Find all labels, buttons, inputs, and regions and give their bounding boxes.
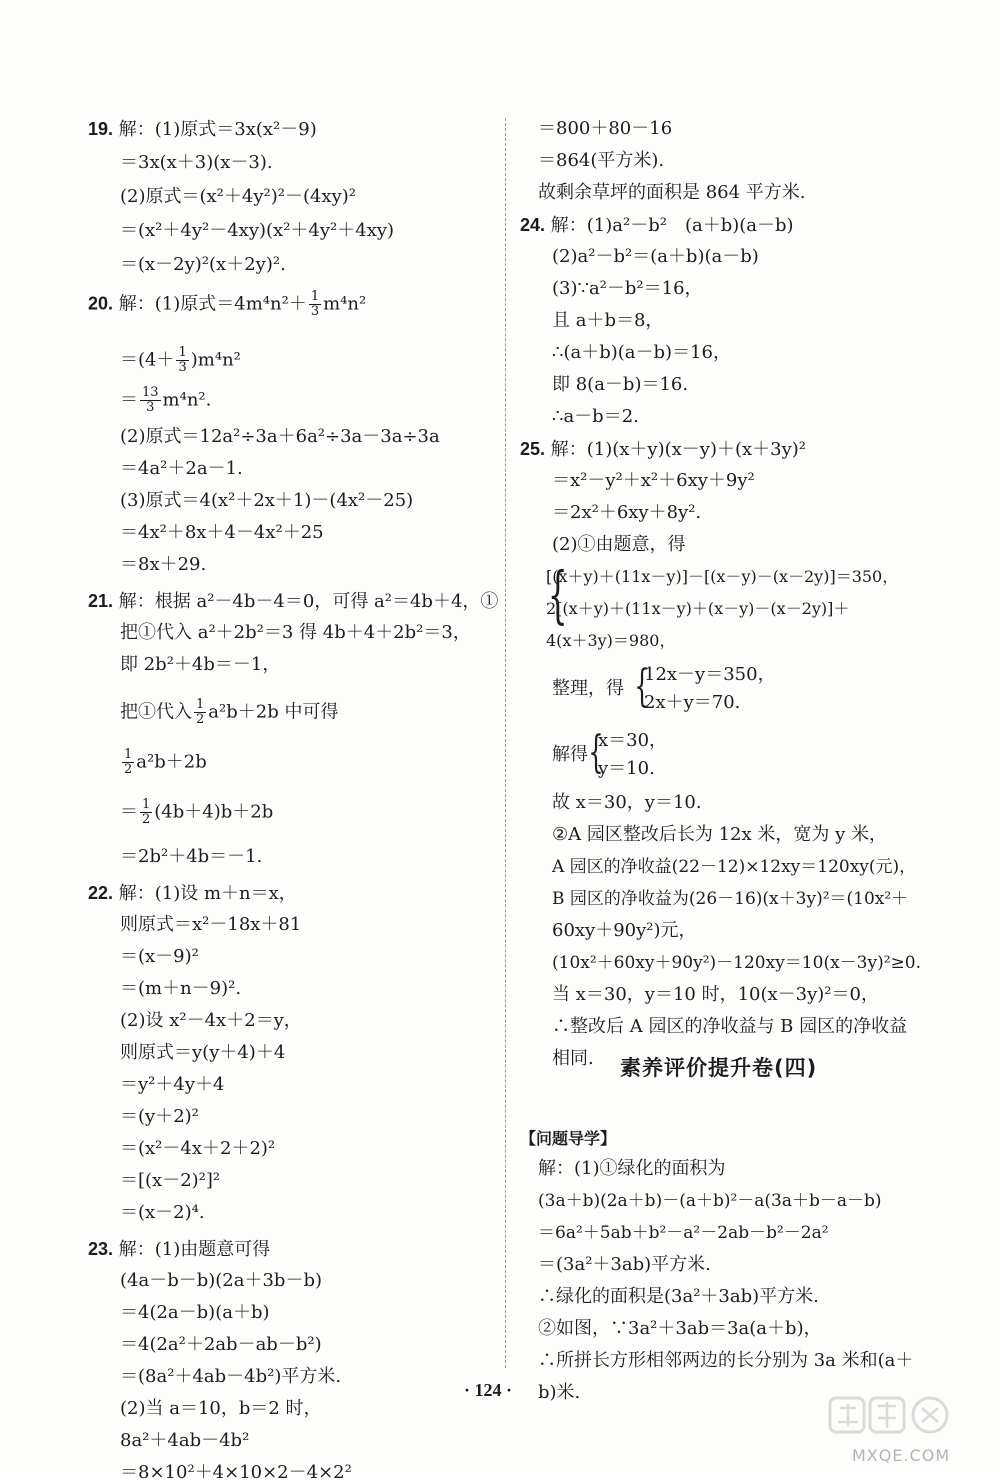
problem-23-line-5: ＝(8a²＋4ab－4b²)平方米. (120, 1366, 342, 1387)
problem-22-line-1: 22. 解：(1)设 m＋n＝x， (88, 883, 297, 904)
problem-24-line-4: 且 a＋b＝8， (552, 310, 664, 331)
problem-22-line-4: ＝(m＋n－9)². (120, 978, 242, 999)
problem-25-line-9-label: 解得 (552, 744, 588, 765)
guide-line-6: ②如图，∵3a²＋3ab＝3a(a＋b)， (538, 1318, 822, 1339)
problem-25-line-15: (10x²＋60xy＋90y²)－120xy＝10(x－3y)²≥0. (552, 953, 921, 973)
problem-25-line-8-label: 整理，得 (552, 678, 624, 699)
problem-25-line-2: ＝x²－y²＋x²＋6xy＋9y² (552, 470, 755, 491)
problem-19-line-5: ＝(x－2y)²(x＋2y)². (120, 254, 286, 275)
problem-22-line-3: ＝(x－9)² (120, 946, 199, 967)
problem-25-line-3: ＝2x²＋6xy＋8y². (552, 502, 702, 523)
problem-20-line-8: ＝8x＋29. (120, 554, 207, 575)
problem-20-line-7: ＝4x²＋8x＋4－4x²＋25 (120, 522, 324, 543)
problem-23-line-2: (4a－b－b)(2a＋3b－b) (120, 1270, 322, 1291)
problem-24-line-1: 24. 解：(1)a²－b² (a＋b)(a－b) (520, 215, 794, 236)
problem-23-cont-line-1: ＝800＋80－16 (538, 118, 673, 139)
problem-23-line-3: ＝4(2a－b)(a＋b) (120, 1302, 270, 1323)
problem-20-line-6: (3)原式＝4(x²＋2x＋1)－(4x²－25) (120, 490, 414, 511)
problem-25-line-11: ②A 园区整改后长为 12x 米，宽为 y 米， (552, 824, 887, 845)
problem-25-line-8-eq1: 12x－y＝350， (644, 664, 776, 685)
problem-21-line-7: ＝2b²＋4b＝－1. (120, 846, 263, 867)
watermark-text: MXQE.COM (852, 1446, 951, 1465)
problem-24-line-7: ∴a－b＝2. (552, 406, 639, 427)
problem-20-line-1: 20. 解：(1)原式＝4m⁴n²＋ $\frac{1}{3}$ m⁴n² (88, 289, 367, 319)
problem-19-line-2: ＝3x(x＋3)(x－3). (120, 152, 273, 173)
system-brace: { (547, 558, 568, 631)
problem-21-line-3: 即 2b²＋4b＝－1， (120, 654, 281, 675)
problem-21-line-1: 21. 解：根据 a²－4b－4＝0，可得 a²＝4b＋4，① (88, 591, 499, 612)
problem-25-line-13: B 园区的净收益为(26－16)(x＋3y)²＝(10x²＋ (552, 889, 909, 909)
page-number: · 124 · (464, 1380, 513, 1400)
problem-25-line-9-eq2: y＝10. (598, 758, 655, 779)
problem-23-line-1: 23. 解：(1)由题意可得 (88, 1239, 271, 1260)
problem-25-line-8-eq2: 2x＋y＝70. (644, 692, 741, 713)
problem-20-line-4: (2)原式＝12a²÷3a＋6a²÷3a－3a÷3a (120, 426, 440, 447)
problem-23-line-6: (2)当 a＝10，b＝2 时， (120, 1398, 322, 1419)
fraction: $\frac{1}{3}$ (310, 289, 320, 319)
problem-25-line-1: 25. 解：(1)(x＋y)(x－y)＋(x＋3y)² (520, 439, 807, 460)
problem-23-line-7: 8a²＋4ab－4b² (120, 1430, 250, 1451)
problem-number: 19. (88, 119, 114, 139)
problem-20-line-2: ＝(4＋ $\frac{1}{3}$ )m⁴n² (120, 345, 241, 375)
problem-25-line-17: ∴整改后 A 园区的净收益与 B 园区的净收益 (552, 1016, 908, 1037)
problem-25-line-12: A 园区的净收益(22－12)×12xy＝120xy(元)， (552, 857, 917, 877)
problem-23-line-8: ＝8×10²＋4×10×2－4×2² (120, 1462, 352, 1483)
problem-25-line-16: 当 x＝30，y＝10 时，10(x－3y)²＝0， (552, 984, 879, 1005)
problem-23-line-4: ＝4(2a²＋2ab－ab－b²) (120, 1334, 322, 1355)
problem-25-line-18: 相同. (552, 1048, 594, 1069)
problem-24-line-6: 即 8(a－b)＝16. (552, 374, 689, 395)
guide-line-2: (3a＋b)(2a＋b)－(a＋b)²－a(3a＋b－a－b) (538, 1191, 882, 1211)
problem-25-line-14: 60xy＋90y²)元， (552, 920, 697, 941)
problem-22-line-9: ＝(x²－4x＋2＋2)² (120, 1138, 276, 1159)
problem-21-line-6: ＝ $\frac{1}{2}$ (4b＋4)b＋2b (120, 797, 274, 827)
problem-24-line-5: ∴(a＋b)(a－b)＝16， (552, 342, 731, 363)
system-brace: { (634, 661, 650, 712)
problem-25-line-6: 2[(x＋y)＋(11x－y)＋(x－y)－(x－2y)]＋ (546, 599, 850, 618)
problem-22-line-11: ＝(x－2)⁴. (120, 1202, 205, 1223)
problem-22-line-8: ＝(y＋2)² (120, 1106, 199, 1127)
system-brace: { (588, 727, 604, 778)
problem-22-line-7: ＝y²＋4y＋4 (120, 1074, 225, 1095)
problem-23-cont-line-3: 故剩余草坪的面积是 864 平方米. (538, 182, 806, 203)
section-title: 素养评价提升卷(四) (620, 1056, 818, 1080)
guide-line-5: ∴绿化的面积是(3a²＋3ab)平方米. (538, 1286, 819, 1307)
problem-21-line-2: 把①代入 a²＋2b²＝3 得 4b＋4＋2b²＝3， (120, 622, 471, 643)
guide-line-1: 解：(1)①绿化的面积为 (538, 1158, 726, 1179)
section-tag: 【问题导学】 (520, 1129, 617, 1148)
problem-19-line-1: 19. 解：(1)原式＝3x(x²－9) (88, 119, 317, 140)
problem-21-line-5: $\frac{1}{2}$ a²b＋2b (124, 747, 207, 777)
problem-19-line-4: ＝(x²＋4y²－4xy)(x²＋4y²＋4xy) (120, 220, 395, 241)
guide-line-4: ＝(3a²＋3ab)平方米. (538, 1254, 711, 1275)
problem-24-line-3: (3)∵a²－b²＝16， (552, 278, 703, 299)
guide-line-8: b)米. (538, 1382, 581, 1403)
problem-20-line-5: ＝4a²＋2a－1. (120, 458, 243, 479)
problem-25-line-10: 故 x＝30，y＝10. (552, 792, 702, 813)
column-divider (505, 118, 506, 1368)
problem-25-line-5: [(x＋y)＋(11x－y)]－[(x－y)－(x－2y)]＝350， (546, 567, 899, 586)
guide-line-7: ∴所拼长方形相邻两边的长分别为 3a 米和(a＋ (538, 1350, 914, 1371)
problem-24-line-2: (2)a²－b²＝(a＋b)(a－b) (552, 246, 759, 267)
problem-25-line-7: 4(x＋3y)＝980， (546, 631, 676, 650)
problem-19-line-3: (2)原式＝(x²＋4y²)²－(4xy)² (120, 186, 356, 207)
problem-23-cont-line-2: ＝864(平方米). (538, 150, 665, 171)
problem-22-line-2: 则原式＝x²－18x＋81 (120, 914, 302, 935)
problem-22-line-5: (2)设 x²－4x＋2＝y， (120, 1010, 302, 1031)
guide-line-3: ＝6a²＋5ab＋b²－a²－2ab－b²－2a² (538, 1223, 829, 1243)
problem-21-line-4: 把①代入 $\frac{1}{2}$ a²b＋2b 中可得 (120, 697, 339, 727)
problem-25-line-9-eq1: x＝30， (598, 730, 668, 751)
problem-22-line-10: ＝[(x－2)²]² (120, 1170, 221, 1191)
problem-25-line-4: (2)①由题意，得 (552, 534, 686, 555)
problem-20-line-3: ＝ $\frac{13}{3}$ m⁴n². (120, 385, 212, 415)
problem-22-line-6: 则原式＝y(y＋4)＋4 (120, 1042, 286, 1063)
